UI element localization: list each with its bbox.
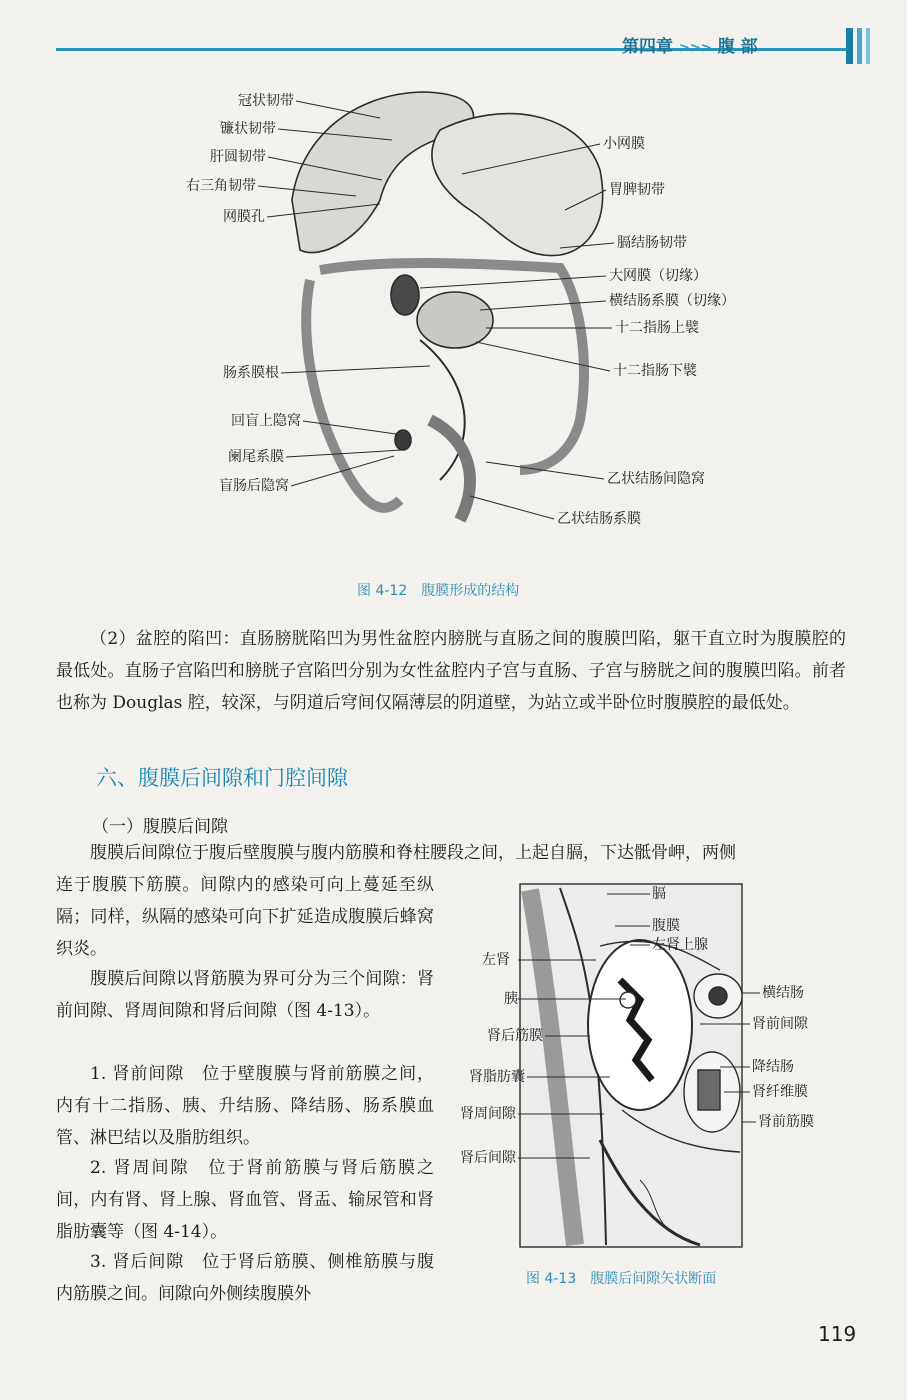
fig12-label-left: 镰状韧带 [220,121,276,137]
paragraph-intro-rest: 连于腹膜下筋膜。间隙内的感染可向上蔓延至纵隔；同样，纵隔的感染可向下扩延造成腹膜后蜂窝织炎。 [56,875,434,959]
paragraph-item-2: 2. 肾周间隙 位于肾前筋膜与肾后筋膜之间，内有肾、肾上腺、肾血管、肾盂、输尿管和肾脂肪囊等（图 4-14）。 [56,1158,434,1242]
paragraph-pelvic-pouches: （2）盆腔的陷凹：直肠膀胱陷凹为男性盆腔内膀胱与直肠之间的腹膜凹陷，躯干直立时为腹膜腔的最低处。直肠子宫陷凹和膀胱子宫陷凹分别为女性盆腔内子宫与直肠、子宫与膀胱之间的腹膜凹陷。前者也称为 Douglas 腔，较深，与阴道后穹间仅隔薄层的阴道壁，为站立或半卧位时腹膜腔的最低处。 [56,629,846,713]
paragraph-intro-line: 腹膜后间隙位于腹后壁腹膜与腹内筋膜和脊柱腰段之间，上起自膈，下达骶骨岬，两侧 [90,843,736,863]
fig13-label-left: 肾后间隙 [460,1150,516,1166]
fig12-label-left: 肝圆韧带 [210,149,266,165]
fig12-label-right: 乙状结肠系膜 [557,511,641,527]
fig13-label-left: 肾周间隙 [460,1106,516,1122]
fig13-label-right: 膈 [652,886,666,902]
paragraph-item-1: 1. 肾前间隙 位于壁腹膜与肾前筋膜之间，内有十二指肠、胰、升结肠、降结肠、肠系膜血管、淋巴结以及脂肪组织。 [56,1064,434,1148]
fig12-label-right: 大网膜（切缘） [609,268,707,284]
fig12-label-left: 盲肠后隐窝 [219,478,289,494]
fig12-label-right: 胃脾韧带 [609,182,665,198]
fig12-label-right: 十二指肠下襞 [613,363,697,379]
fig13-label-right: 肾前间隙 [752,1016,808,1032]
fig13-label-left: 胰 [504,991,518,1007]
section-heading: 六、腹膜后间隙和门腔间隙 [96,766,348,790]
fig12-label-right: 横结肠系膜（切缘） [609,293,735,309]
fig12-label-left: 肠系膜根 [223,365,279,381]
fig12-label-left: 回盲上隐窝 [231,413,301,429]
fig13-label-right: 左肾上腺 [652,937,708,953]
figure-4-12-caption: 图 4-12 腹膜形成的结构 [357,583,520,599]
fig13-label-left: 左肾 [482,952,510,968]
fig13-label-right: 腹膜 [652,918,680,934]
page-number: 119 [818,1322,857,1346]
fig12-label-left: 阑尾系膜 [228,449,284,465]
fig13-label-right: 肾前筋膜 [758,1114,814,1130]
fig12-label-left: 右三角韧带 [186,178,256,194]
fig12-label-left: 网膜孔 [223,209,265,225]
fig12-label-right: 膈结肠韧带 [617,235,687,251]
fig13-label-left: 肾后筋膜 [487,1028,543,1044]
figure-4-13-caption: 图 4-13 腹膜后间隙矢状断面 [526,1271,717,1287]
chapter-part: 腹 部 [717,37,758,57]
paragraph-item-3: 3. 肾后间隙 位于肾后筋膜、侧椎筋膜与腹内筋膜之间。间隙向外侧续腹膜外 [56,1252,434,1304]
fig13-label-left: 肾脂肪囊 [469,1069,525,1085]
paragraph-division: 腹膜后间隙以肾筋膜为界可分为三个间隙：肾前间隙、肾周间隙和肾后间隙（图 4-13）。 [56,969,434,1021]
fig12-label-right: 乙状结肠间隐窝 [607,471,705,487]
chapter-number: 第四章 [622,37,673,57]
fig12-label-left: 冠状韧带 [238,93,294,109]
fig13-label-right: 肾纤维膜 [752,1084,808,1100]
fig13-label-right: 降结肠 [752,1059,794,1075]
fig12-label-right: 小网膜 [603,136,645,152]
fig13-label-right: 横结肠 [762,985,804,1001]
fig12-label-right: 十二指肠上襞 [615,320,699,336]
subsection-heading: （一）腹膜后间隙 [92,817,228,837]
header-arrows: >>> [679,41,712,56]
